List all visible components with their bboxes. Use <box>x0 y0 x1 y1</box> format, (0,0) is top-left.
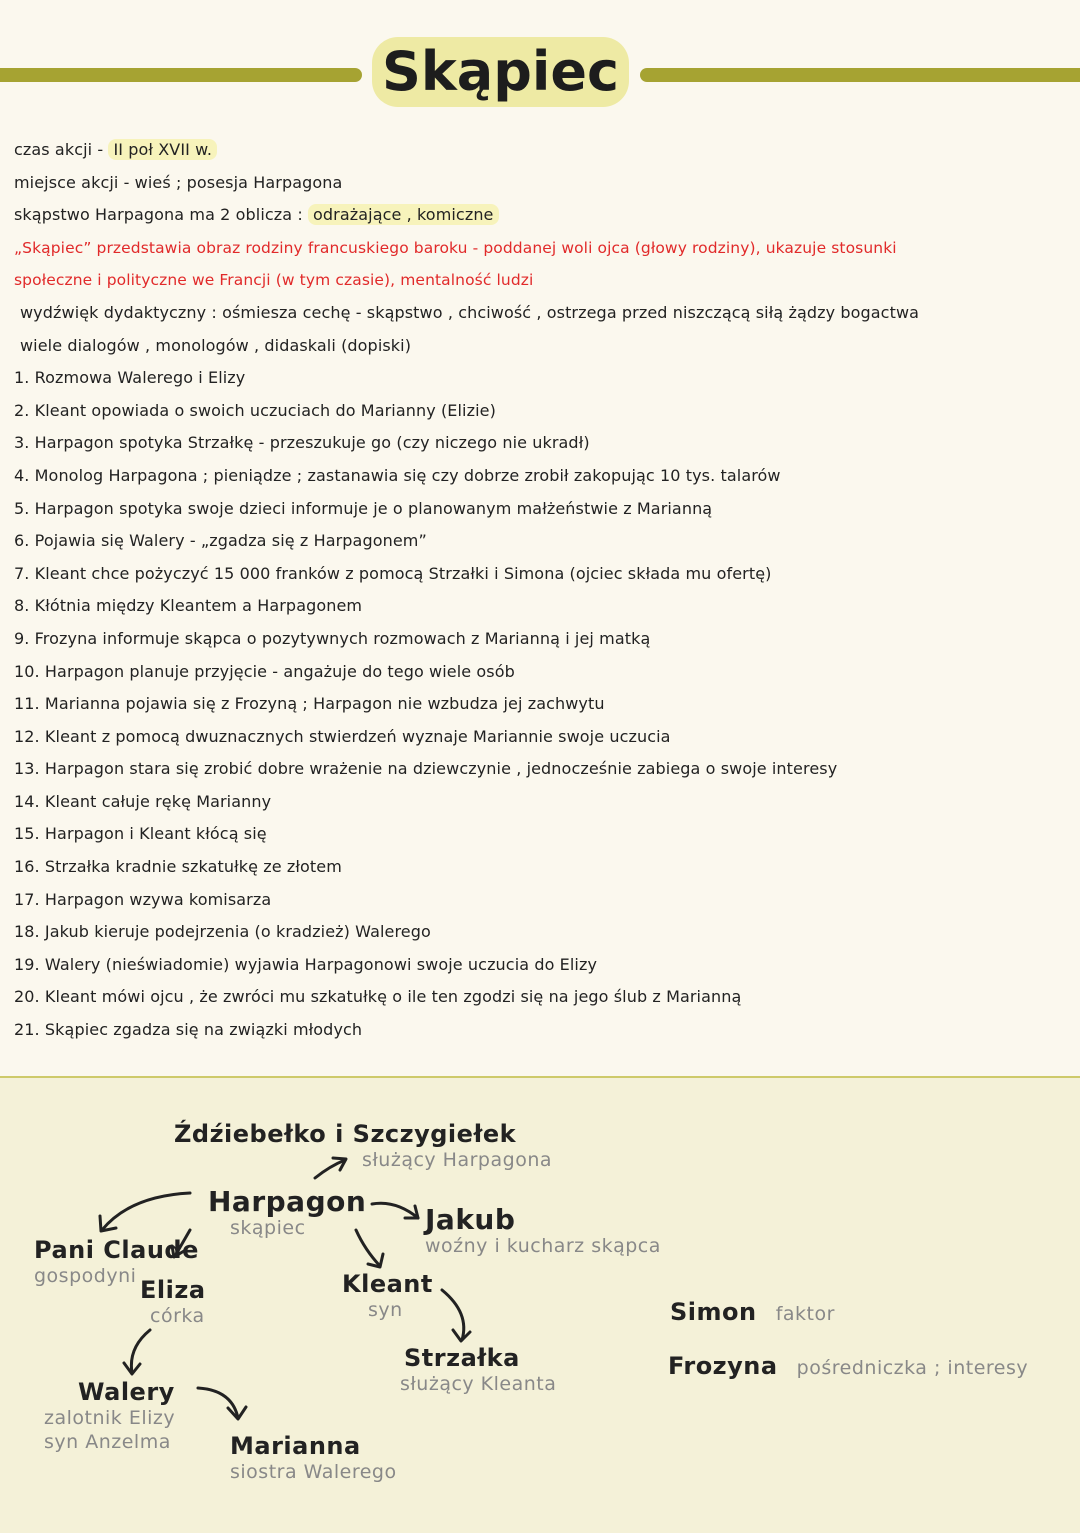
notes-section <box>14 134 1074 1047</box>
simon-name: Simon <box>670 1298 757 1326</box>
dialogues-line: wiele dialogów , monologów , didaskali (dopiski) <box>20 335 412 355</box>
strzalka-node <box>400 1344 556 1396</box>
family-picture-line-1: „Skąpiec” przedstawia obraz rodziny francuskiego baroku - poddanej woli ojca (głowy rodziny), ukazuje stosunki <box>14 238 897 257</box>
stinginess-line <box>14 199 1074 232</box>
didactic-message-line: wydźwięk dydaktyczny : ośmiesza cechę - skąpstwo , chciwość , ostrzega przed niszczącą siłą żądzy bogactwa <box>20 302 920 322</box>
kleant-role: syn <box>368 1299 403 1321</box>
plot-item: 12. Kleant z pomocą dwuznacznych stwierdzeń wyznaje Mariannie swoje uczucia <box>14 726 671 746</box>
plot-item: 13. Harpagon stara się zrobić dobre wrażenie na dziewczynie , jednocześnie zabiega o swoje interesy <box>14 759 838 779</box>
eliza-name: Eliza <box>140 1276 206 1304</box>
plot-item: 14. Kleant całuje rękę Marianny <box>14 791 272 811</box>
eliza-node <box>140 1276 206 1328</box>
frozyna-name: Frozyna <box>668 1352 778 1380</box>
title-rule-left <box>0 68 362 82</box>
strzalka-name: Strzałka <box>404 1344 520 1372</box>
servants-role: służący Harpagona <box>362 1149 553 1171</box>
place-of-action-line: miejsce akcji - wieś ; posesja Harpagona <box>14 172 343 192</box>
harpagon-role: skąpiec <box>230 1217 306 1239</box>
eliza-role: córka <box>150 1305 205 1327</box>
frozyna-role: pośredniczka ; interesy <box>796 1357 1029 1379</box>
title-rule-right <box>640 68 1080 82</box>
harpagon-node <box>208 1185 367 1240</box>
harpagon-name: Harpagon <box>208 1185 367 1218</box>
plot-item: 6. Pojawia się Walery - „zgadza się z Harpagonem” <box>14 531 427 551</box>
time-label: czas akcji - <box>14 140 104 159</box>
jakub-name: Jakub <box>425 1203 516 1236</box>
plot-item: 5. Harpagon spotyka swoje dzieci informuje je o planowanym małżeństwie z Marianną <box>14 498 713 518</box>
marianna-role: siostra Walerego <box>230 1461 397 1483</box>
characters-diagram <box>0 1076 1080 1533</box>
jakub-node <box>425 1203 661 1258</box>
simon-node <box>670 1298 835 1326</box>
plot-item: 1. Rozmowa Walerego i Elizy <box>14 368 246 388</box>
plot-item: 21. Skąpiec zgadza się na związki młodych <box>14 1020 363 1040</box>
page-title: Skąpiec <box>372 37 629 107</box>
plot-item: 11. Marianna pojawia się z Frozyną ; Harpagon nie wzbudza jej zachwytu <box>14 694 605 714</box>
strzalka-role: służący Kleanta <box>400 1373 557 1395</box>
simon-role: faktor <box>775 1303 835 1325</box>
kleant-name: Kleant <box>342 1270 433 1298</box>
plot-item: 16. Strzałka kradnie szkatułkę ze złotem <box>14 857 342 877</box>
plot-item: 3. Harpagon spotyka Strzałkę - przeszukuje go (czy niczego nie ukradł) <box>14 433 590 453</box>
plot-item: 17. Harpagon wzywa komisarza <box>14 889 272 909</box>
plot-item: 2. Kleant opowiada o swoich uczuciach do Marianny (Elizie) <box>14 400 496 420</box>
family-picture-line-2: społeczne i polityczne we Francji (w tym czasie), mentalność ludzi <box>14 271 534 290</box>
plot-item: 20. Kleant mówi ojcu , że zwróci mu szkatułkę o ile ten zgodzi się na jego ślub z Marianną <box>14 987 742 1007</box>
frozyna-node <box>668 1352 1028 1380</box>
jakub-role: woźny i kucharz skąpca <box>425 1235 661 1257</box>
pani-claude-name: Pani Claude <box>34 1236 199 1264</box>
time-value: II poł XVII w. <box>108 139 217 160</box>
plot-item: 15. Harpagon i Kleant kłócą się <box>14 824 267 844</box>
walery-name: Walery <box>78 1378 175 1406</box>
servants-name: Źdźiebełko i Szczygiełek <box>174 1120 517 1148</box>
arrow-kleant-to-strzalka-head <box>453 1330 470 1341</box>
marianna-node <box>230 1432 397 1484</box>
plot-item: 7. Kleant chce pożyczyć 15 000 franków z pomocą Strzałki i Simona (ojciec składa mu ofertę) <box>14 563 772 583</box>
arrow-harpagon-to-pani-claude <box>102 1193 190 1230</box>
plot-item: 10. Harpagon planuje przyjęcie - angażuje do tego wiele osób <box>14 661 515 681</box>
plot-item: 9. Frozyna informuje skąpca o pozytywnych rozmowach z Marianną i jej matką <box>14 628 651 648</box>
arrow-kleant-to-strzalka <box>442 1290 464 1340</box>
plot-item: 4. Monolog Harpagona ; pieniądze ; zastanawia się czy dobrze zrobił zakopując 10 tys. talarów <box>14 465 781 485</box>
plot-item: 8. Kłótnia między Kleantem a Harpagonem <box>14 596 363 616</box>
plot-list <box>14 362 1074 1046</box>
plot-item: 18. Jakub kieruje podejrzenia (o kradzież) Walerego <box>14 922 431 942</box>
stinginess-label: skąpstwo Harpagona ma 2 oblicza : <box>14 205 303 225</box>
walery-role-son: syn Anzelma <box>44 1431 171 1453</box>
arrow-harpagon-to-jakub <box>372 1203 418 1218</box>
walery-node <box>44 1378 175 1454</box>
plot-item: 19. Walery (nieświadomie) wyjawia Harpagonowi swoje uczucia do Elizy <box>14 954 598 974</box>
title-row <box>0 35 1080 120</box>
marianna-name: Marianna <box>230 1432 361 1460</box>
stinginess-value: odrażające , komiczne <box>308 204 498 225</box>
walery-role-suitor: zalotnik Elizy <box>44 1407 176 1429</box>
arrow-eliza-to-walery <box>131 1330 150 1373</box>
kleant-node <box>342 1270 433 1322</box>
servants-node <box>174 1120 552 1172</box>
pani-claude-role: gospodyni <box>34 1265 137 1287</box>
time-of-action-line <box>14 134 1074 167</box>
